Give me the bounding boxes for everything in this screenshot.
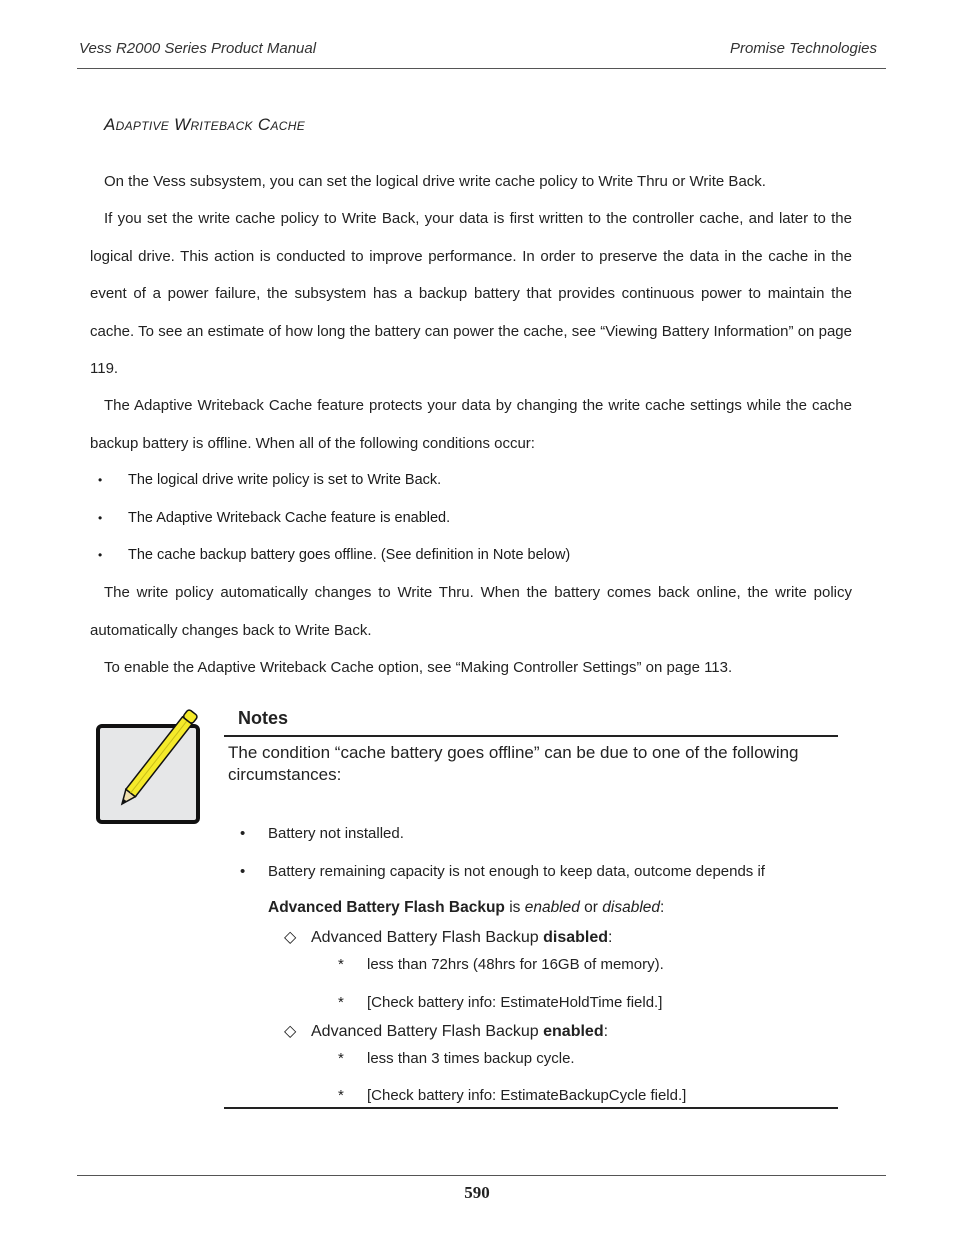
abfb-colon: : — [660, 899, 665, 916]
case-detail-text: [Check battery info: EstimateBackupCycle field.] — [367, 1087, 687, 1104]
list-item-text: The Adaptive Writeback Cache feature is enabled. — [128, 509, 451, 526]
notes-bullet-text: Battery not installed. — [268, 825, 404, 842]
bullet-icon: • — [98, 473, 103, 487]
asterisk-icon: * — [338, 1087, 344, 1104]
case-prefix: Advanced Battery Flash Backup — [311, 1023, 544, 1040]
notes-heading: Notes — [238, 708, 289, 728]
section-title: Adaptive Writeback Cache — [104, 115, 306, 134]
bullet-icon: • — [98, 510, 103, 525]
asterisk-icon: * — [338, 994, 344, 1011]
list-item — [98, 500, 570, 538]
bullet-icon: • — [98, 548, 103, 562]
case-state: enabled — [543, 1023, 604, 1040]
asterisk-icon: * — [338, 956, 344, 973]
list-item-text: The logical drive write policy is set to Write Back. — [128, 472, 442, 488]
abfb-is: is — [504, 899, 525, 916]
abfb-enabled-case — [284, 1021, 608, 1041]
paragraph-text: To enable the Adaptive Writeback Cache option, see “Making Controller Settings” on page 113. — [104, 659, 733, 676]
paragraph-text: The Adaptive Writeback Cache feature protects your data by changing the write cache settings while the cache backup battery is offline. When all of the following conditions occur: — [90, 397, 852, 452]
abfb-label: Advanced Battery Flash Backup — [268, 899, 505, 916]
case-detail-text: less than 72hrs (48hrs for 16GB of memory). — [367, 956, 664, 973]
header-company: Promise Technologies — [729, 40, 877, 57]
diamond-icon: ◇ — [284, 929, 297, 946]
case-detail — [338, 956, 664, 973]
header-divider — [77, 68, 886, 69]
bullet-icon: • — [240, 863, 246, 880]
footer-divider — [77, 1175, 886, 1176]
list-item-text: The cache backup battery goes offline. (See definition in Note below) — [128, 547, 571, 563]
case-detail — [338, 1087, 686, 1104]
paragraph-text: If you set the write cache policy to Write Back, your data is first written to the controller cache, and later to the logical drive. This action is conducted to improve performance. In order to preserve the data in the cache in the event of a power failure, the subsystem has a backup battery that provides continuous power to maintain the cache. To see an estimate of how long the battery can power the cache, see “Viewing Battery Information” on page 119. — [90, 210, 852, 377]
abfb-disabled: disabled — [602, 899, 661, 916]
paragraph-write-back — [90, 200, 852, 388]
case-detail-text: less than 3 times backup cycle. — [367, 1050, 575, 1067]
conditions-list — [98, 462, 570, 575]
diamond-icon: ◇ — [284, 1023, 297, 1040]
paragraph-write-policy — [90, 163, 852, 201]
case-detail-text: [Check battery info: EstimateHoldTime field.] — [367, 994, 663, 1011]
bullet-icon: • — [240, 825, 246, 842]
notes-bullet-text: Battery remaining capacity is not enough to keep data, outcome depends if — [268, 863, 765, 880]
header-manual-title: Vess R2000 Series Product Manual — [79, 40, 317, 57]
paragraph-text: The write policy automatically changes to Write Thru. When the battery comes back online, the write policy automatically changes back to Write Back. — [90, 584, 852, 639]
asterisk-icon: * — [338, 1050, 344, 1067]
pencil-note-icon — [96, 708, 208, 828]
abfb-enabled: enabled — [524, 899, 580, 916]
paragraph-enable-option — [90, 649, 852, 687]
paragraph-adaptive-feature — [90, 387, 852, 462]
case-prefix: Advanced Battery Flash Backup — [311, 929, 544, 946]
case-detail — [338, 994, 662, 1011]
list-item — [98, 537, 570, 575]
paragraph-write-thru — [90, 574, 852, 649]
case-suffix: : — [608, 929, 613, 946]
notes-intro: The condition “cache battery goes offline” can be due to one of the following circumstances: — [228, 743, 799, 784]
abfb-disabled-case — [284, 927, 612, 947]
abfb-condition-line — [268, 899, 664, 917]
page-number: 590 — [464, 1183, 490, 1202]
notes-bottom-divider — [224, 1107, 838, 1109]
case-suffix: : — [603, 1023, 609, 1040]
paragraph-text: On the Vess subsystem, you can set the logical drive write cache policy to Write Thru or Write Back. — [104, 173, 766, 190]
case-state: disabled — [543, 929, 609, 946]
abfb-or: or — [579, 899, 603, 916]
list-item — [98, 462, 570, 500]
case-detail — [338, 1050, 575, 1067]
notes-top-divider — [224, 735, 838, 737]
